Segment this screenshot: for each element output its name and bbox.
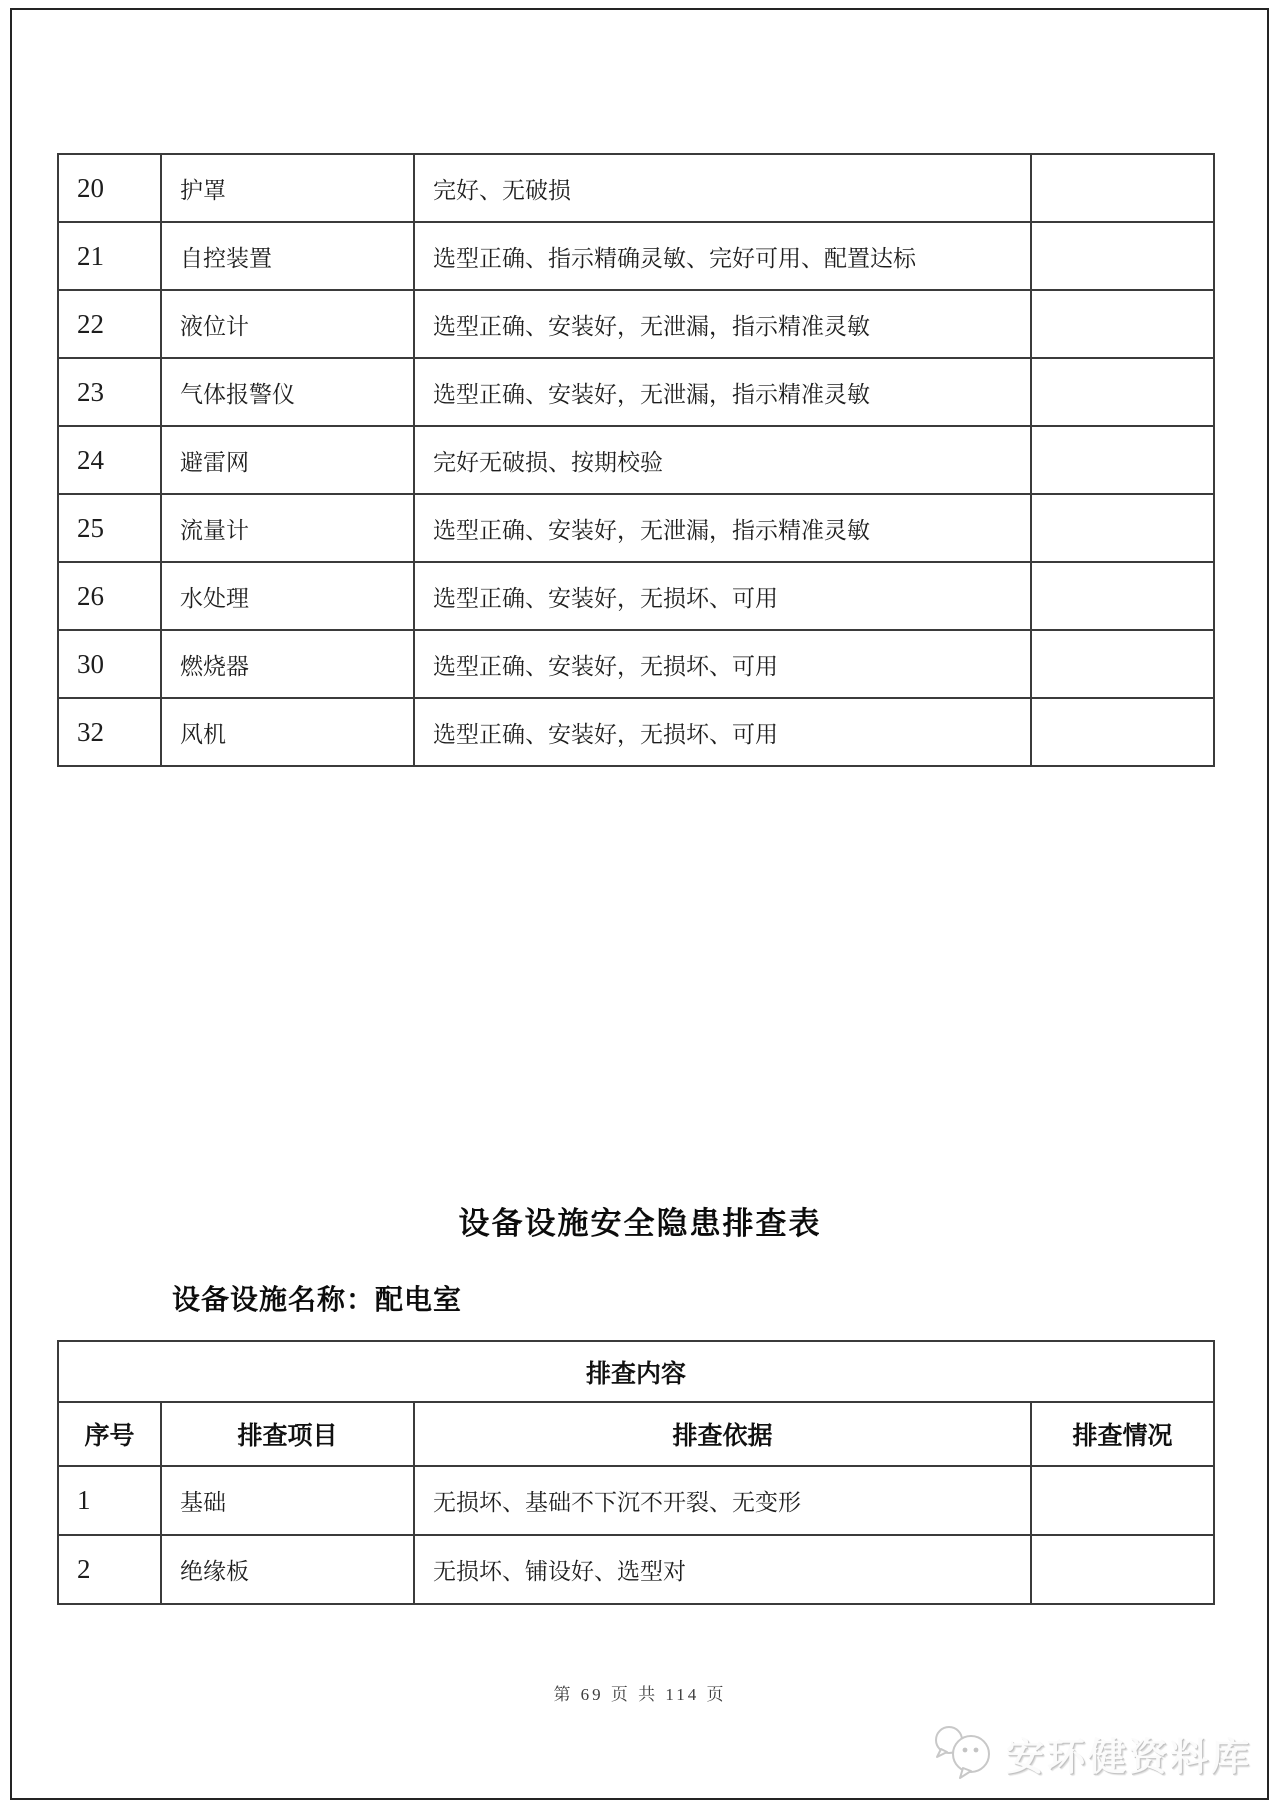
row-no-cell: 20 <box>58 154 161 222</box>
status-cell <box>1031 562 1214 630</box>
row-no-cell: 32 <box>58 698 161 766</box>
table-row <box>58 1466 1214 1535</box>
status-cell <box>1031 1466 1214 1535</box>
table-row <box>58 426 1214 494</box>
equipment-name-label: 设备设施名称：配电室 <box>172 1284 463 1315</box>
item-cell: 避雷网 <box>161 426 414 494</box>
status-cell <box>1031 426 1214 494</box>
section-header-row <box>58 1341 1214 1402</box>
basis-cell: 选型正确、安装好，无泄漏，指示精准灵敏 <box>414 290 1031 358</box>
item-cell: 液位计 <box>161 290 414 358</box>
basis-cell: 选型正确、安装好，无泄漏，指示精准灵敏 <box>414 494 1031 562</box>
item-cell: 护罩 <box>161 154 414 222</box>
row-no-cell: 24 <box>58 426 161 494</box>
wechat-bubbles-icon <box>930 1722 996 1784</box>
basis-cell: 无损坏、基础不下沉不开裂、无变形 <box>414 1466 1031 1535</box>
col-header-basis: 排查依据 <box>414 1402 1031 1466</box>
table-row <box>58 222 1214 290</box>
watermark-text: 安环健资料库 <box>1005 1736 1252 1779</box>
table-row <box>58 494 1214 562</box>
status-cell <box>1031 358 1214 426</box>
row-no-cell: 23 <box>58 358 161 426</box>
table-row <box>58 698 1214 766</box>
row-no-cell: 26 <box>58 562 161 630</box>
status-cell <box>1031 1535 1214 1604</box>
col-header-status: 排查情况 <box>1031 1402 1214 1466</box>
basis-cell: 选型正确、安装好，无损坏、可用 <box>414 698 1031 766</box>
status-cell <box>1031 290 1214 358</box>
item-cell: 自控装置 <box>161 222 414 290</box>
basis-cell: 完好无破损、按期校验 <box>414 426 1031 494</box>
row-no-cell: 21 <box>58 222 161 290</box>
document-title: 设备设施安全隐患排查表 <box>458 1206 822 1241</box>
row-no-cell: 1 <box>58 1466 161 1535</box>
basis-cell: 选型正确、安装好，无损坏、可用 <box>414 562 1031 630</box>
status-cell <box>1031 154 1214 222</box>
item-cell: 风机 <box>161 698 414 766</box>
table-row <box>58 1535 1214 1604</box>
row-no-cell: 22 <box>58 290 161 358</box>
status-cell <box>1031 222 1214 290</box>
row-no-cell: 25 <box>58 494 161 562</box>
basis-cell: 无损坏、铺设好、选型对 <box>414 1535 1031 1604</box>
item-cell: 基础 <box>161 1466 414 1535</box>
item-cell: 水处理 <box>161 562 414 630</box>
table-row <box>58 562 1214 630</box>
watermark <box>930 1722 1252 1784</box>
col-header-item: 排查项目 <box>161 1402 414 1466</box>
table-row <box>58 630 1214 698</box>
basis-cell: 选型正确、安装好，无泄漏，指示精准灵敏 <box>414 358 1031 426</box>
basis-cell: 完好、无破损 <box>414 154 1031 222</box>
status-cell <box>1031 494 1214 562</box>
col-header-no: 序号 <box>58 1402 161 1466</box>
item-cell: 绝缘板 <box>161 1535 414 1604</box>
table-row <box>58 154 1214 222</box>
row-no-cell: 2 <box>58 1535 161 1604</box>
distribution-room-check-table <box>57 1340 1215 1605</box>
equipment-check-table-continued <box>57 153 1215 767</box>
page-number: 第 69 页 共 114 页 <box>553 1685 727 1704</box>
item-cell: 燃烧器 <box>161 630 414 698</box>
distribution-room-table-body <box>58 1466 1214 1604</box>
item-cell: 流量计 <box>161 494 414 562</box>
column-header-row <box>58 1402 1214 1466</box>
item-cell: 气体报警仪 <box>161 358 414 426</box>
table-row <box>58 358 1214 426</box>
section-header-cell: 排查内容 <box>58 1341 1214 1402</box>
status-cell <box>1031 698 1214 766</box>
row-no-cell: 30 <box>58 630 161 698</box>
status-cell <box>1031 630 1214 698</box>
table-row <box>58 290 1214 358</box>
equipment-check-table-body <box>58 154 1214 766</box>
basis-cell: 选型正确、指示精确灵敏、完好可用、配置达标 <box>414 222 1031 290</box>
basis-cell: 选型正确、安装好，无损坏、可用 <box>414 630 1031 698</box>
